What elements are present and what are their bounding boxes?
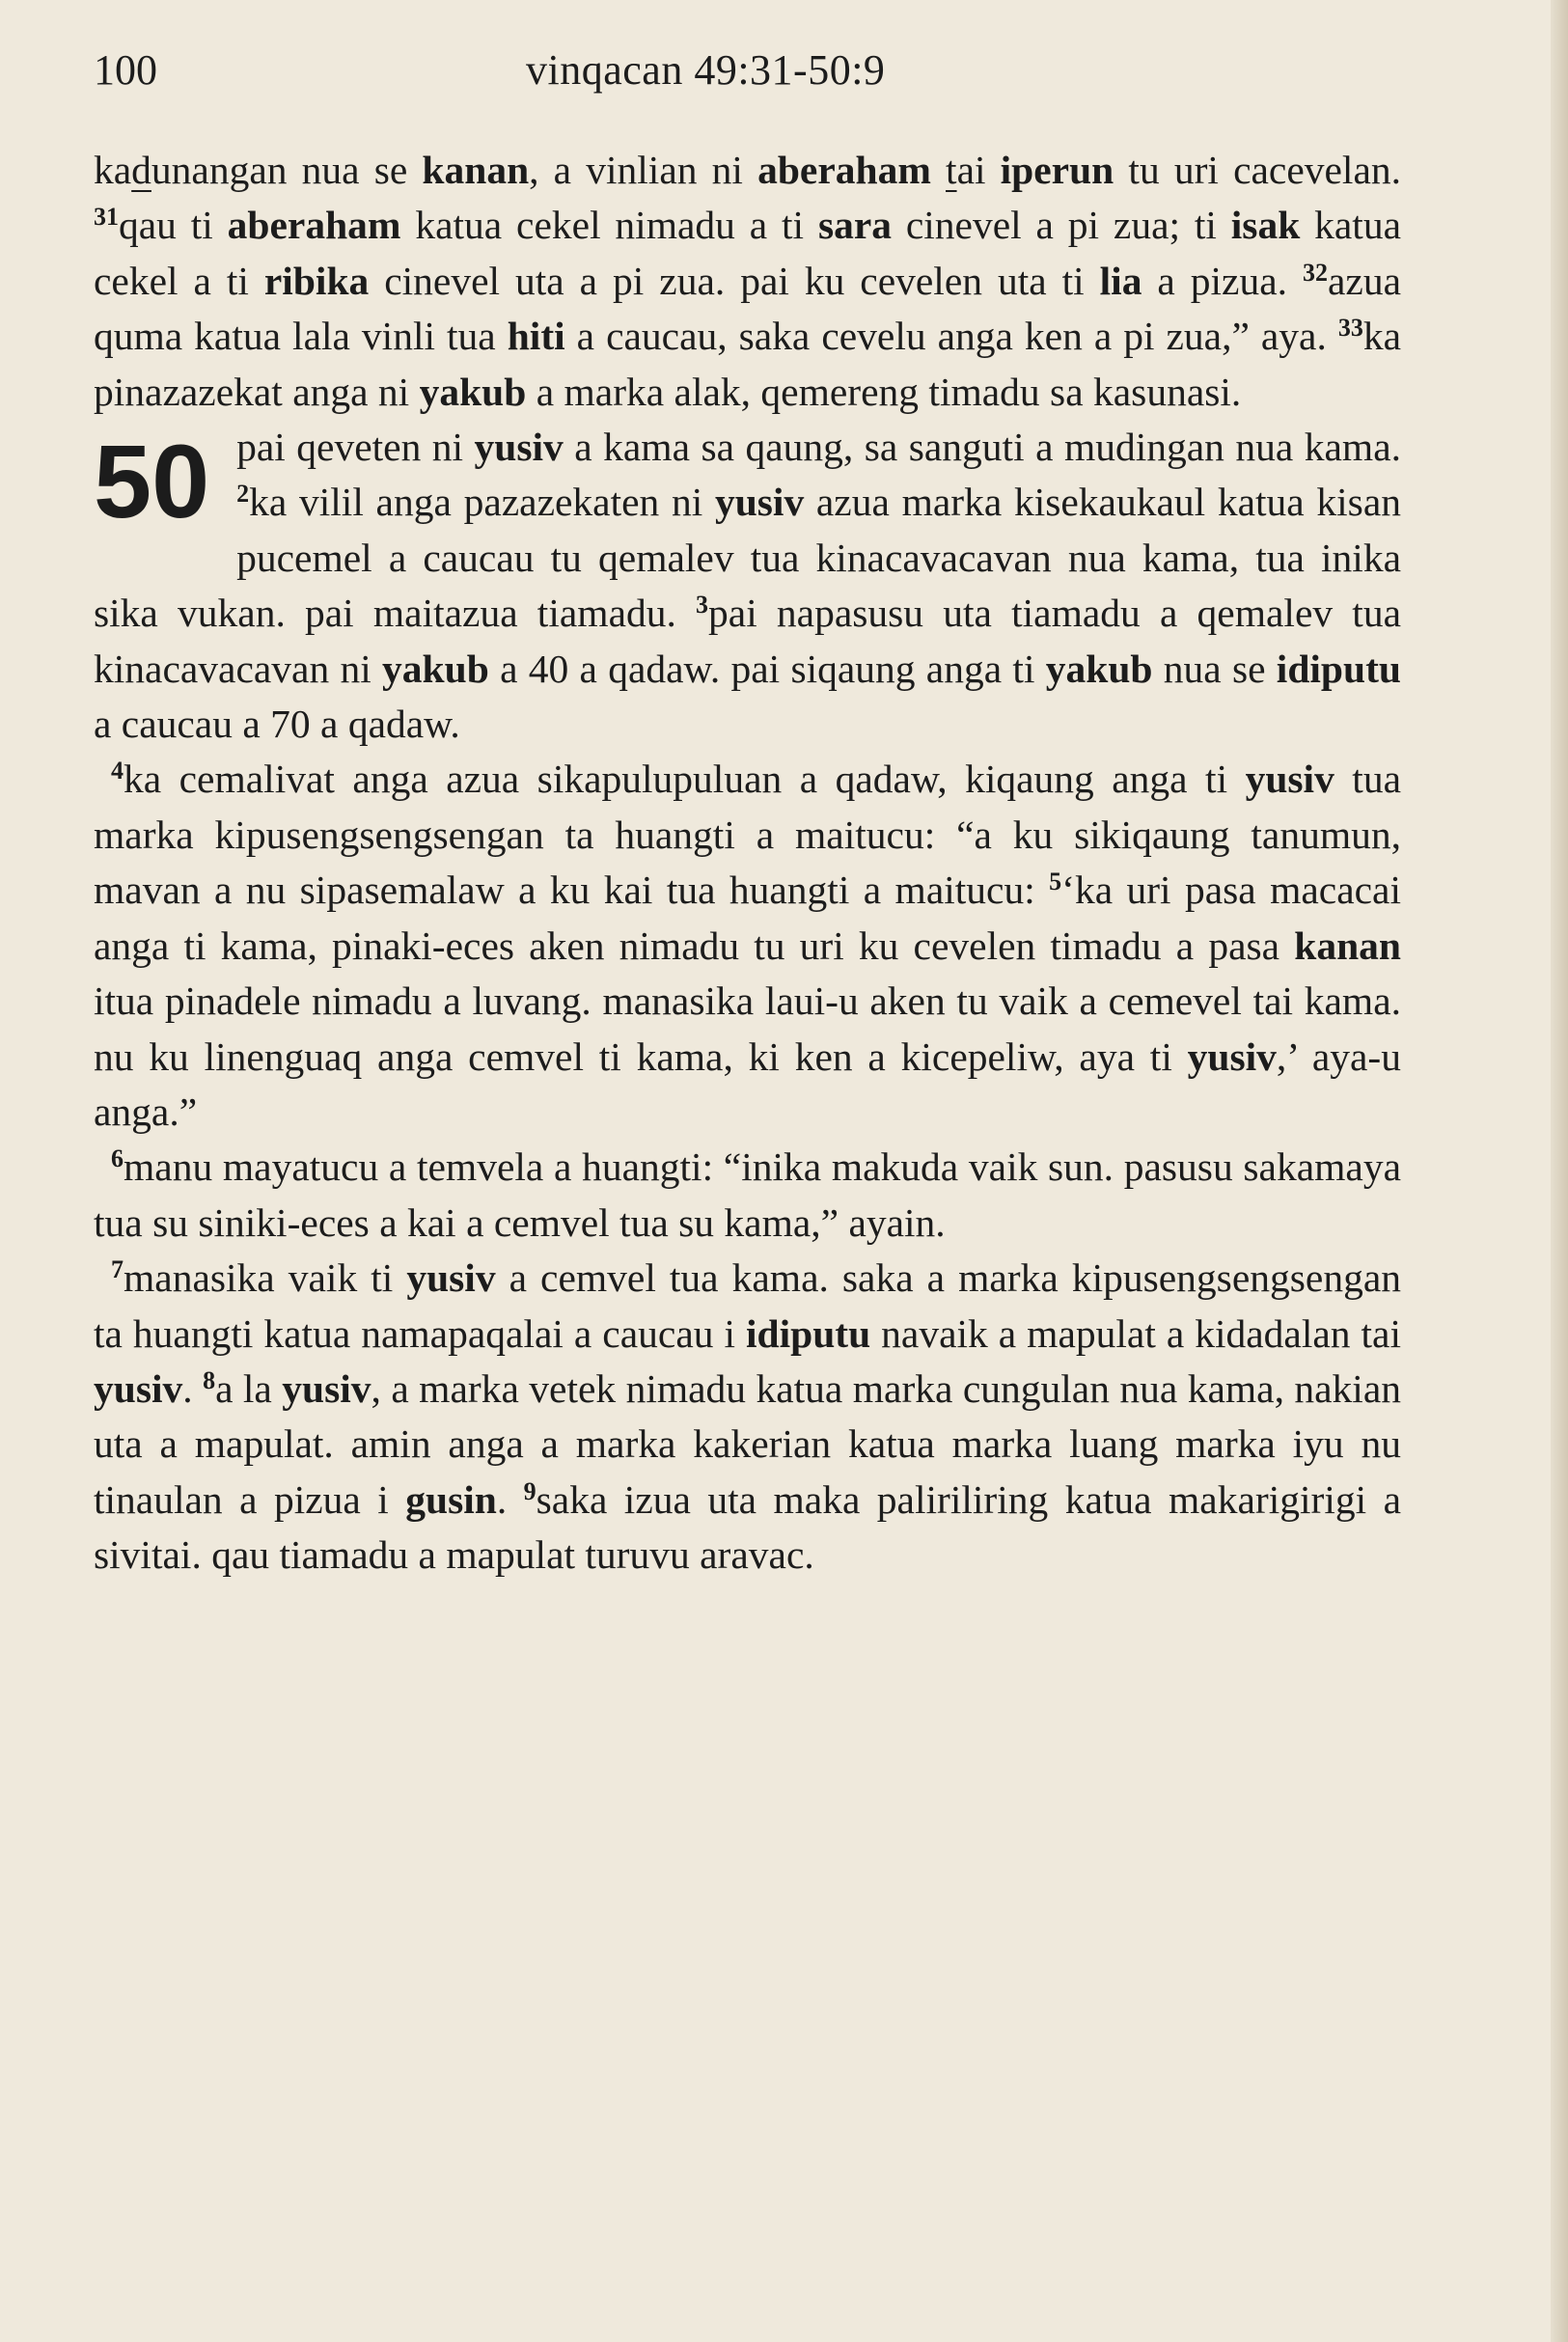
text-run: a 40 a qadaw. pai siqaung anga ti [488,646,1046,691]
proper-name: idiputu [1276,646,1401,691]
paragraph [94,752,1401,1140]
paragraph [94,420,1401,752]
body-text [94,143,1401,1584]
text-run: a cemvel tua kama. saka a marka kipusengsengsengan ta huangti katua namapaqalai a caucau i [94,1255,1401,1356]
text-run: , a vinlian ni [529,148,758,192]
proper-name: yakub [419,369,527,414]
chapter-number: 50 [94,423,210,540]
text-run: navaik a mapulat a kidadalan tai [870,1310,1402,1356]
text-run: ka vilil anga pazazekaten ni [249,480,715,525]
proper-name: idiputu [745,1310,871,1356]
proper-name: yusiv [1245,757,1334,802]
text-run: nua se [1152,646,1277,691]
verse-number: 6 [111,1144,124,1173]
text-run: a caucau, saka cevelu anga ken a pi zua,” aya. [564,314,1338,359]
text-run: , a marka vetek nimadu katua marka cungulan nua kama, nakian uta a mapulat. amin anga a marka kakerian katua marka luang marka iyu nu tinaulan a pizua i [94,1365,1402,1522]
proper-name: yusiv [406,1255,496,1301]
text-run: ‘ka uri pasa macacai anga ti kama, pinaki-eces aken nimadu tu uri ku cevelen timadu a pasa [94,868,1401,968]
page-edge [1551,0,1568,2342]
paragraph [94,143,1401,420]
text-run: ka pinazazekat anga ni [94,314,1402,414]
proper-name: ribika [263,258,370,303]
verse-number: 3 [696,591,709,620]
text-run: tua marka kipusengsengsengan ta huangti a maitucu: “a ku sikiqaung tanumun, mavan a nu sipasemalaw a ku kai tua huangti a maitucu: [94,757,1402,913]
text-run: ai [956,148,1001,192]
verse-number: 5 [1049,868,1062,896]
proper-name: kanan [1294,923,1401,968]
proper-name: isak [1230,203,1301,248]
text-run: unangan nua se [151,148,423,192]
running-title: vinqacan 49:31-50:9 [526,46,886,94]
text-run: a caucau a 70 a qadaw. [94,702,460,747]
proper-name: hiti [507,314,565,359]
proper-name: yusiv [282,1365,371,1411]
paragraph [94,1140,1401,1251]
text-run: qau ti [119,203,228,248]
verse-number: 8 [203,1365,216,1394]
text-run: azua marka kisekaukaul katua kisan pucemel a caucau tu qemalev tua kinacavacavan nua kama, tua inika sika vukan. pai maitazua tiamadu. [94,480,1401,636]
verse-number: 9 [523,1476,536,1505]
text-run: pai qeveten ni [236,425,475,470]
text-run: ka [94,148,132,192]
proper-name: lia [1099,258,1142,303]
verse-number: 2 [236,480,250,509]
proper-name: aberaham [757,148,931,192]
chapter-block [94,420,1401,752]
text-run: a marka alak, qemereng timadu sa kasunasi. [526,369,1242,414]
paragraph [94,1251,1401,1583]
verse-number: 32 [1302,258,1328,287]
proper-name: kanan [422,148,530,192]
verse-number: 33 [1337,314,1363,343]
proper-name: yusiv [474,425,564,470]
proper-name: yusiv [714,480,805,525]
proper-name: iperun [1000,148,1114,192]
text-run: manasika vaik ti [124,1255,407,1301]
proper-name: yusiv [94,1365,183,1411]
text-run: katua cekel nimadu a ti [400,203,818,248]
text-run: a la [215,1365,283,1411]
text-run: a pizua. [1142,258,1303,303]
text-run: ka cemalivat anga azua sikapulupuluan a qadaw, kiqaung anga ti [124,757,1246,802]
text-run: itua pinadele nimadu a luvang. manasika laui-u aken tu vaik a cemevel tai kama. nu ku linenguaq anga cemvel ti kama, ki ken a kicepeliw, aya ti [94,978,1401,1079]
text-run: manu mayatucu a temvela a huangti: “inika makuda vaik sun. pasusu sakamaya tua su siniki-eces a kai a cemvel tua su kama,” ayain. [94,1144,1401,1245]
running-header [94,37,1406,104]
verse-number: 31 [94,203,119,232]
underlined-letter: d [131,148,151,192]
proper-name: yakub [1045,646,1153,691]
proper-name: gusin [405,1476,497,1522]
text-run [931,148,946,192]
text-run: pai napasusu uta tiamadu a qemalev tua kinacavacavan ni [94,591,1401,691]
text-run: a kama sa qaung, sa sanguti a mudingan nua kama. [563,425,1401,470]
text-run: cinevel uta a pi zua. pai ku cevelen uta ti [369,258,1100,303]
proper-name: yakub [382,646,489,691]
text-run: . [496,1476,524,1522]
text-run: . [182,1365,204,1411]
proper-name: sara [817,203,893,248]
proper-name: aberaham [227,203,401,248]
text-run: tu uri cacevelan. [1114,148,1401,192]
text-run: azua quma katua lala vinli tua [94,258,1401,359]
proper-name: yusiv [1187,1033,1277,1079]
underlined-letter: t [946,148,957,192]
text-run: ,’ aya-u anga.” [94,1033,1401,1134]
verse-number: 7 [111,1255,124,1284]
verse-number: 4 [111,757,124,785]
text-run: katua cekel a ti [94,203,1402,303]
text-run: cinevel a pi zua; ti [892,203,1231,248]
text-run: saka izua uta maka paliriliring katua makarigirigi a sivitai. qau tiamadu a mapulat turuvu aravac. [94,1476,1402,1578]
page-number: 100 [94,46,157,94]
